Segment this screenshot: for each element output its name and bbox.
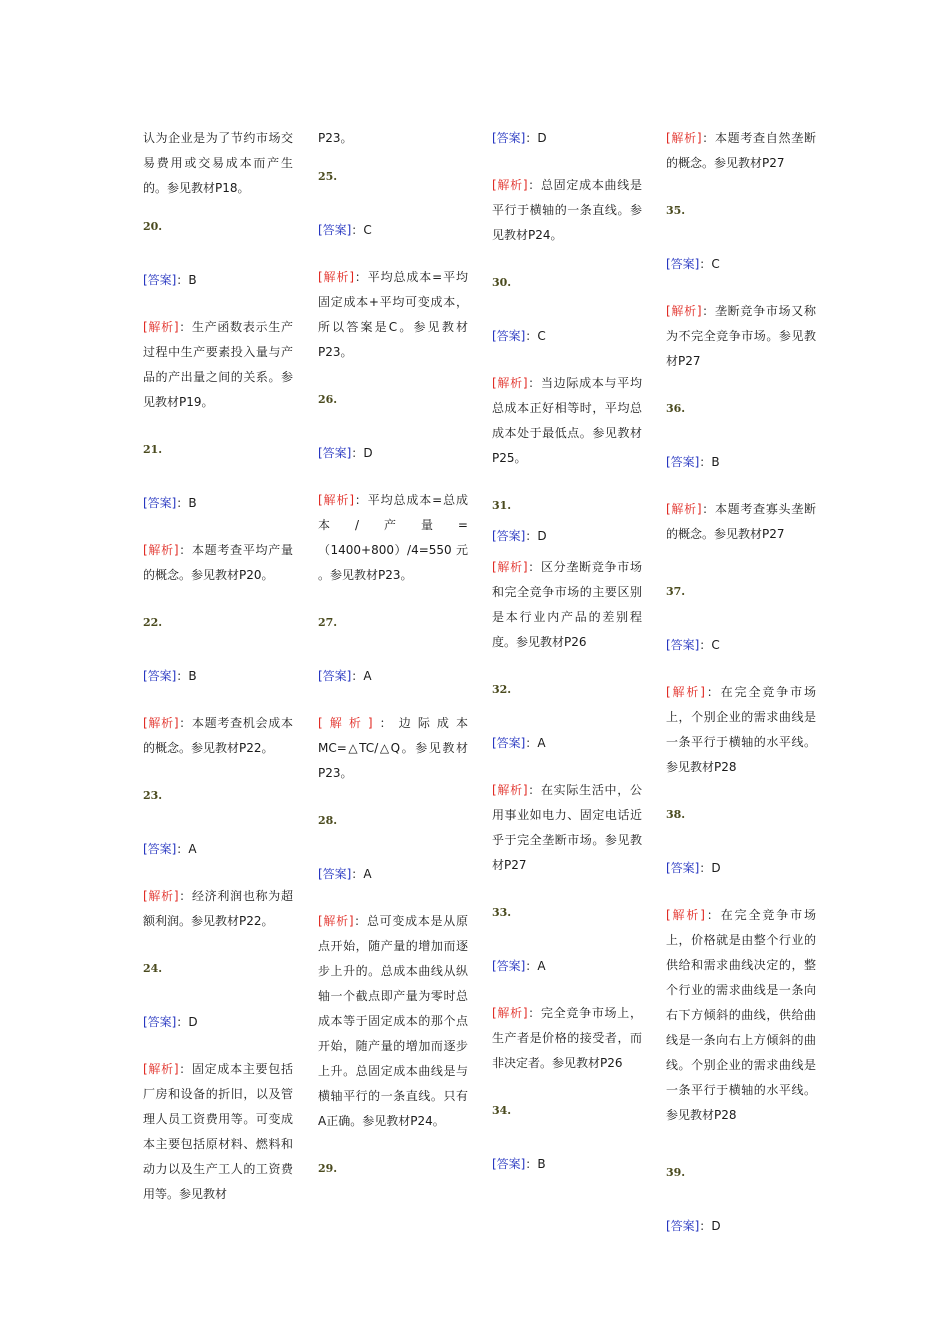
- answer-value: A: [537, 736, 546, 750]
- answer-tag: [答案]: [492, 529, 526, 543]
- analysis-tag: [解析]: [143, 1062, 179, 1076]
- question-number: 29.: [318, 1162, 338, 1175]
- analysis-paragraph: [666, 903, 816, 1128]
- analysis-paragraph: [492, 371, 642, 471]
- tag-colon: ：: [525, 529, 538, 543]
- answer-value: D: [711, 861, 721, 875]
- column-3: [492, 126, 642, 1199]
- answer-tag: [答案]: [318, 669, 352, 683]
- answer-line: [666, 856, 816, 881]
- question-number: 32.: [492, 683, 512, 696]
- answer-value: A: [537, 959, 546, 973]
- tag-colon: ：: [176, 669, 189, 683]
- answer-value: D: [363, 446, 373, 460]
- tag-colon: ：: [176, 842, 189, 856]
- column-4: [666, 126, 816, 1261]
- answer-tag: [答案]: [666, 455, 700, 469]
- answer-tag: [答案]: [492, 959, 526, 973]
- analysis-text: 本题考查寡头垄断的概念。参见教材P27: [666, 502, 816, 541]
- analysis-text: 本题考查机会成本的概念。参见教材P22。: [143, 716, 293, 755]
- tag-colon: ：: [351, 223, 364, 237]
- question-number: 20.: [143, 220, 163, 233]
- question-number: 39.: [666, 1166, 686, 1179]
- tag-colon: ：: [704, 908, 721, 922]
- answer-tag: [答案]: [492, 131, 526, 145]
- analysis-paragraph: [318, 265, 468, 365]
- analysis-text: 平均总成本=总成本/产量=（1400+800）/4=550 元 。参见教材P23。: [318, 493, 468, 582]
- answer-value: D: [711, 1219, 721, 1233]
- answer-value: C: [711, 638, 720, 652]
- answer-value: C: [363, 223, 372, 237]
- tag-colon: ：: [372, 716, 399, 730]
- tag-colon: ：: [351, 446, 364, 460]
- answer-tag: [答案]: [492, 736, 526, 750]
- answer-line: [492, 524, 642, 549]
- analysis-text: 本题考查平均产量的概念。参见教材P20。: [143, 543, 293, 582]
- question-number: 35.: [666, 204, 686, 217]
- tag-colon: ：: [178, 320, 192, 334]
- answer-line: [666, 450, 816, 475]
- answer-value: A: [188, 842, 197, 856]
- question-number: 30.: [492, 276, 512, 289]
- tag-colon: ：: [176, 1015, 189, 1029]
- analysis-tag: [解析]: [666, 685, 705, 699]
- analysis-paragraph: [143, 884, 293, 934]
- question-number: 28.: [318, 814, 338, 827]
- answer-value: A: [363, 669, 372, 683]
- question-number: 37.: [666, 585, 686, 598]
- question-number: 22.: [143, 616, 163, 629]
- answer-tag: [答案]: [143, 1015, 177, 1029]
- tag-colon: ：: [701, 131, 715, 145]
- analysis-text: 边际成本MC=△TC/△Q。参见教材P23。: [318, 716, 468, 780]
- tag-colon: ：: [353, 914, 367, 928]
- answer-tag: [答案]: [666, 638, 700, 652]
- tag-colon: ：: [176, 496, 189, 510]
- tag-colon: ：: [701, 502, 715, 516]
- answer-line: [318, 218, 468, 243]
- answer-value: B: [188, 273, 197, 287]
- tag-colon: ：: [527, 1006, 541, 1020]
- question-number: 38.: [666, 808, 686, 821]
- analysis-tag: [解析]: [143, 889, 179, 903]
- tag-colon: ：: [699, 861, 712, 875]
- answer-line: [143, 1010, 293, 1035]
- tag-colon: ：: [178, 1062, 192, 1076]
- analysis-tag: [解析]: [492, 783, 528, 797]
- question-number: 21.: [143, 443, 163, 456]
- analysis-tag: [解析]: [318, 914, 354, 928]
- answer-line: [318, 664, 468, 689]
- analysis-text: 垄断竞争市场又称为不完全竞争市场。参见教材P27: [666, 304, 816, 368]
- answer-tag: [答案]: [492, 329, 526, 343]
- tag-colon: ：: [699, 638, 712, 652]
- analysis-text: 在完全竞争市场上，个别企业的需求曲线是一条平行于横轴的水平线。参见教材P28: [666, 685, 816, 774]
- analysis-text: 总可变成本是从原点开始，随产量的增加而逐步上升的。总成本曲线从纵轴一个截点即产量为零时总成本等于固定成本的那个点开始，随产量的增加而逐步上升。总固定成本曲线是与横轴平行的一条直线。只有A正确。参见教材P24。: [318, 914, 468, 1128]
- analysis-paragraph: [318, 909, 468, 1134]
- question-number: 27.: [318, 616, 338, 629]
- answer-value: D: [188, 1015, 198, 1029]
- analysis-continuation: P23。: [318, 131, 353, 145]
- analysis-paragraph: [666, 299, 816, 374]
- answer-value: B: [711, 455, 720, 469]
- answer-line: [666, 1214, 816, 1239]
- answer-value: B: [537, 1157, 546, 1171]
- answer-line: [492, 324, 642, 349]
- question-number: 23.: [143, 789, 163, 802]
- analysis-text: 当边际成本与平均总成本正好相等时，平均总成本处于最低点。参见教材P25。: [492, 376, 642, 465]
- analysis-paragraph: [492, 555, 642, 655]
- tag-colon: ：: [178, 543, 192, 557]
- analysis-paragraph: [492, 778, 642, 878]
- answer-line: [318, 862, 468, 887]
- tag-colon: ：: [525, 1157, 538, 1171]
- analysis-tag: [解析]: [492, 376, 528, 390]
- tag-colon: ：: [525, 131, 538, 145]
- analysis-paragraph: [492, 1001, 642, 1076]
- tag-colon: ：: [178, 889, 192, 903]
- answer-line: [492, 731, 642, 756]
- answer-tag: [答案]: [318, 446, 352, 460]
- analysis-paragraph: [143, 711, 293, 761]
- tag-colon: ：: [699, 257, 712, 271]
- answer-tag: [答案]: [318, 223, 352, 237]
- answer-line: [318, 441, 468, 466]
- answer-tag: [答案]: [143, 842, 177, 856]
- answer-line: [666, 633, 816, 658]
- answer-line: [492, 954, 642, 979]
- analysis-text: 固定成本主要包括厂房和设备的折旧，以及管理人员工资费用等。可变成本主要包括原材料、燃料和动力以及生产工人的工资费用等。参见教材: [143, 1062, 293, 1201]
- tag-colon: ：: [699, 1219, 712, 1233]
- analysis-continuation: 认为企业是为了节约市场交易费用或交易成本而产生的。参见教材P18。: [143, 131, 293, 195]
- answer-tag: [答案]: [666, 257, 700, 271]
- tag-colon: ：: [354, 270, 368, 284]
- tag-colon: ：: [704, 685, 721, 699]
- answer-line: [492, 126, 642, 151]
- answer-tag: [答案]: [666, 1219, 700, 1233]
- column-2: [318, 126, 468, 1210]
- tag-colon: ：: [701, 304, 715, 318]
- question-number: 31.: [492, 499, 512, 512]
- tag-colon: ：: [351, 867, 364, 881]
- tag-colon: ：: [527, 376, 541, 390]
- analysis-paragraph: [143, 1057, 293, 1207]
- tag-colon: ：: [354, 493, 368, 507]
- answer-line: [666, 252, 816, 277]
- tag-colon: ：: [525, 959, 538, 973]
- answer-line: [143, 664, 293, 689]
- analysis-text: 本题考查自然垄断的概念。参见教材P27: [666, 131, 816, 170]
- tag-colon: ：: [178, 716, 192, 730]
- answer-tag: [答案]: [318, 867, 352, 881]
- answer-value: C: [537, 329, 546, 343]
- answer-value: B: [188, 496, 197, 510]
- analysis-text: 在完全竞争市场上，价格就是由整个行业的供给和需求曲线决定的，整个行业的需求曲线是一条向右下方倾斜的曲线，供给曲线是一条向右上方倾斜的曲线。个别企业的需求曲线是一条平行于横轴的水平线。参见教材P28: [666, 908, 816, 1122]
- answer-value: B: [188, 669, 197, 683]
- analysis-tag: [解析]: [143, 716, 179, 730]
- question-number: 25.: [318, 170, 338, 183]
- answer-tag: [答案]: [143, 496, 177, 510]
- analysis-paragraph: [666, 126, 816, 176]
- analysis-text: 完全竞争市场上，生产者是价格的接受者，而非决定者。参见教材P26: [492, 1006, 642, 1070]
- answer-value: A: [363, 867, 372, 881]
- answer-tag: [答案]: [143, 669, 177, 683]
- answer-tag: [答案]: [492, 1157, 526, 1171]
- analysis-tag: [解析]: [143, 543, 179, 557]
- answer-tag: [答案]: [666, 861, 700, 875]
- tag-colon: ：: [176, 273, 189, 287]
- analysis-text: 生产函数表示生产过程中生产要素投入量与产品的产出量之间的关系。参见教材P19。: [143, 320, 293, 409]
- analysis-tag: [解析]: [318, 716, 373, 730]
- answer-value: C: [711, 257, 720, 271]
- question-number: 36.: [666, 402, 686, 415]
- answer-line: [143, 491, 293, 516]
- question-number: 33.: [492, 906, 512, 919]
- tag-colon: ：: [525, 736, 538, 750]
- analysis-tag: [解析]: [318, 270, 355, 284]
- analysis-paragraph: [143, 538, 293, 588]
- tag-colon: ：: [351, 669, 364, 683]
- analysis-paragraph: [318, 488, 468, 588]
- tag-colon: ：: [527, 783, 541, 797]
- analysis-text: 区分垄断竞争市场和完全竞争市场的主要区别是本行业内产品的差别程度。参见教材P26: [492, 560, 642, 649]
- analysis-paragraph: [143, 315, 293, 415]
- analysis-paragraph: [666, 497, 816, 547]
- analysis-tag: [解析]: [492, 1006, 528, 1020]
- analysis-tag: [解析]: [143, 320, 179, 334]
- analysis-tag: [解析]: [666, 304, 702, 318]
- analysis-text: 在实际生活中，公用事业如电力、固定电话近乎于完全垄断市场。参见教材P27: [492, 783, 642, 872]
- answer-value: D: [537, 131, 547, 145]
- answer-line: [143, 837, 293, 862]
- question-number: 26.: [318, 393, 338, 406]
- analysis-text: 总固定成本曲线是平行于横轴的一条直线。参见教材P24。: [492, 178, 642, 242]
- analysis-paragraph: [318, 711, 468, 786]
- analysis-tag: [解析]: [492, 560, 528, 574]
- question-number: 24.: [143, 962, 163, 975]
- tag-colon: ：: [525, 329, 538, 343]
- analysis-text: 经济利润也称为超额利润。参见教材P22。: [143, 889, 293, 928]
- analysis-paragraph: [666, 680, 816, 780]
- analysis-tag: [解析]: [666, 131, 702, 145]
- analysis-text: 平均总成本=平均固定成本+平均可变成本，所以答案是C。参见教材P23。: [318, 270, 468, 359]
- analysis-tag: [解析]: [666, 908, 705, 922]
- tag-colon: ：: [527, 560, 541, 574]
- answer-tag: [答案]: [143, 273, 177, 287]
- analysis-tag: [解析]: [492, 178, 528, 192]
- analysis-paragraph: [492, 173, 642, 248]
- analysis-tag: [解析]: [666, 502, 702, 516]
- analysis-tag: [解析]: [318, 493, 355, 507]
- answer-line: [143, 268, 293, 293]
- tag-colon: ：: [527, 178, 541, 192]
- column-1: [143, 126, 293, 1229]
- answer-value: D: [537, 529, 547, 543]
- question-number: 34.: [492, 1104, 512, 1117]
- tag-colon: ：: [699, 455, 712, 469]
- answer-line: [492, 1152, 642, 1177]
